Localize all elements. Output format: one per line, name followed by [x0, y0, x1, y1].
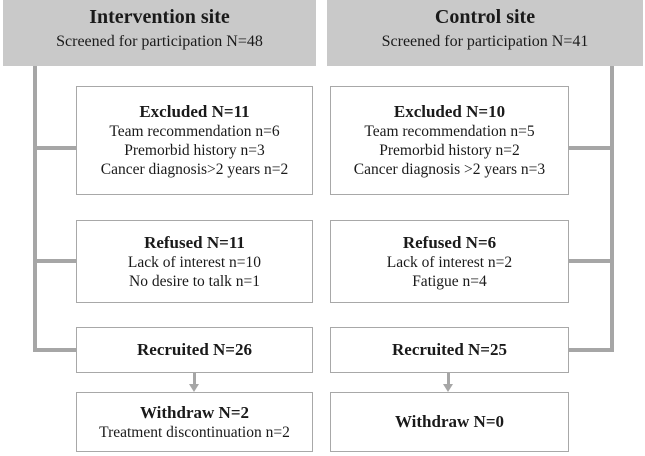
- intervention-excluded-reason: Cancer diagnosis>2 years n=2: [100, 161, 289, 178]
- control-down-arrow-icon: [443, 384, 453, 392]
- intervention-excluded-reason: Team recommendation n=6: [109, 123, 280, 140]
- intervention-refused-title: Refused N=11: [144, 232, 245, 252]
- intervention-refused-connector: [33, 259, 77, 263]
- intervention-recruited-title: Recruited N=26: [137, 340, 252, 359]
- intervention-excluded-title: Excluded N=11: [139, 102, 250, 121]
- control-refused-connector: [568, 259, 614, 263]
- control-header: [327, 0, 643, 66]
- control-excluded-reason: Cancer diagnosis >2 years n=3: [353, 161, 546, 178]
- intervention-screened: Screened for participation N=48: [56, 33, 263, 50]
- control-excluded-connector: [568, 146, 614, 150]
- control-refused-box: [330, 220, 569, 303]
- intervention-withdraw-title: Withdraw N=2: [139, 402, 250, 422]
- control-excluded-reason: Premorbid history n=2: [379, 142, 520, 159]
- intervention-recruited-box: [76, 327, 313, 373]
- control-recruited-title: Recruited N=25: [392, 340, 507, 359]
- control-recruited-box: [330, 327, 569, 373]
- control-recruited-connector: [568, 348, 614, 352]
- control-excluded-box: [330, 86, 569, 195]
- control-refused-reason: Fatigue n=4: [412, 272, 487, 290]
- intervention-refused-reason: Lack of interest n=10: [127, 253, 262, 271]
- intervention-down-arrow-icon: [189, 384, 199, 392]
- intervention-recruited-connector: [33, 348, 77, 352]
- intervention-excluded-connector: [33, 146, 77, 150]
- intervention-withdraw-reason: Treatment discontinuation n=2: [99, 423, 290, 441]
- control-refused-reason: Lack of interest n=2: [386, 253, 513, 271]
- control-screened: Screened for participation N=41: [381, 33, 589, 50]
- control-excluded-title: Excluded N=10: [393, 102, 506, 121]
- intervention-withdraw-box: [76, 392, 313, 452]
- intervention-site-title: Intervention site: [89, 6, 230, 28]
- intervention-refused-box: [76, 220, 313, 303]
- control-site-title: Control site: [434, 6, 536, 28]
- intervention-header: [3, 0, 316, 66]
- control-vertical-connector: [610, 66, 614, 352]
- intervention-excluded-reason: Premorbid history n=3: [124, 142, 265, 159]
- control-withdraw-box: [330, 392, 569, 452]
- intervention-refused-reason: No desire to talk n=1: [129, 272, 260, 290]
- control-excluded-reason: Team recommendation n=5: [364, 123, 535, 140]
- intervention-vertical-connector: [33, 66, 37, 352]
- control-withdraw-title: Withdraw N=0: [394, 412, 505, 431]
- control-refused-title: Refused N=6: [402, 232, 497, 252]
- intervention-excluded-box: [76, 86, 313, 195]
